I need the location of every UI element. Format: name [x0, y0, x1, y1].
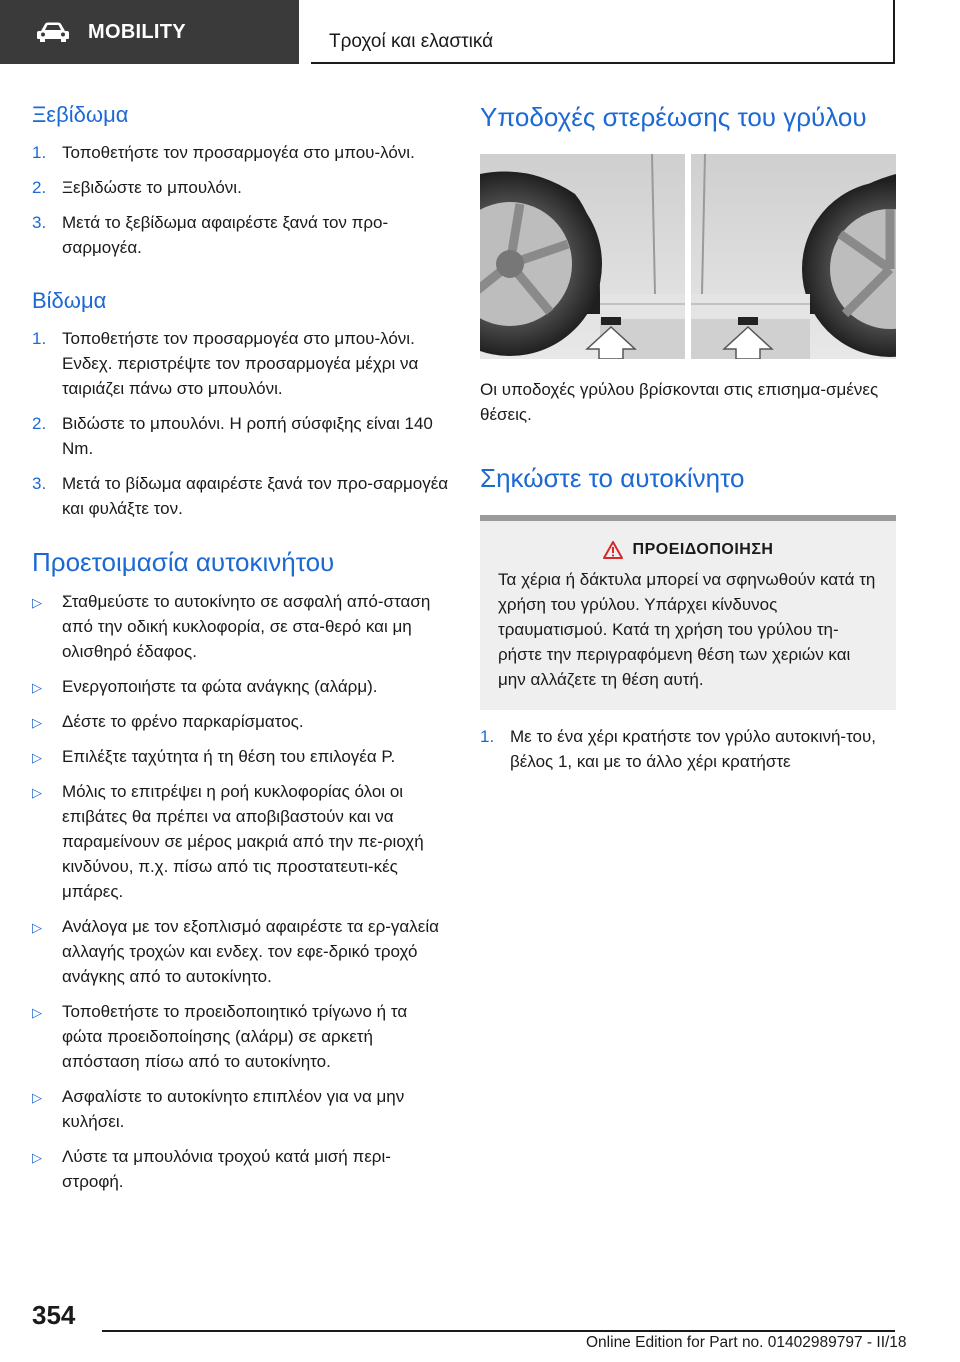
jack-points-photo — [480, 154, 896, 359]
car-sill-illustration — [480, 154, 896, 359]
list-item — [32, 779, 452, 904]
right-column — [480, 100, 896, 774]
footer-edition: Online Edition for Part no. 01402989797 - II/18 — [586, 1334, 907, 1351]
warning-header — [498, 541, 878, 559]
item-text: Δέστε το φρένο παρκαρίσματος. — [62, 712, 304, 731]
lift-vehicle-heading: Σηκώστε το αυτοκίνητο — [480, 463, 745, 493]
step-text: Τοποθετήστε τον προσαρμογέα στο μπου-λόνι. — [62, 143, 415, 162]
step-text: Μετά το βίδωμα αφαιρέστε ξανά τον προ-σαρμογέα και φυλάξτε τον. — [62, 474, 449, 518]
header-section-label: MOBILITY — [88, 20, 186, 43]
list-item — [32, 709, 452, 734]
list-item — [480, 724, 896, 774]
step-text: Μετά το ξεβίδωμα αφαιρέστε ξανά τον προ-σαρμογέα. — [62, 213, 389, 257]
list-item — [32, 744, 452, 769]
triangle-bullet-icon: ▷ — [32, 1005, 42, 1020]
page-number: 354 — [32, 1300, 76, 1330]
list-item — [32, 210, 452, 260]
item-text: Λύστε τα μπουλόνια τροχού κατά μισή περι-στροφή. — [62, 1147, 391, 1191]
item-text: Ανάλογα με τον εξοπλισμό αφαιρέστε τα ερ-γαλεία αλλαγής τροχών και ενδεχ. τον εφε-δρικό τροχό ανάγκης από το αυτοκίνητο. — [62, 917, 439, 986]
list-item — [32, 914, 452, 989]
list-item — [32, 175, 452, 200]
item-text: Ασφαλίστε το αυτοκίνητο επιπλέον για να μην κυλήσει. — [62, 1087, 405, 1131]
left-column — [32, 100, 452, 1194]
header-section-tab — [0, 0, 299, 64]
step-number: 3. — [32, 213, 47, 232]
unscrew-heading: Ξεβίδωμα — [32, 102, 129, 127]
lift-steps — [480, 724, 896, 774]
jack-points-caption: Οι υποδοχές γρύλου βρίσκονται στις επισημα-σμένες θέσεις. — [480, 380, 879, 424]
list-item — [32, 471, 452, 521]
item-text: Σταθμεύστε το αυτοκίνητο σε ασφαλή από-σταση από την οδική κυκλοφορία, σε στα-θερό και μη ολισθηρό έδαφος. — [62, 592, 431, 661]
warning-text: Τα χέρια ή δάκτυλα μπορεί να σφηνωθούν κατά τη χρήση του γρύλου. Υπάρχει κίνδυνος τραυματισμού. Κατά τη χρήση του γρύλου τη-ρήστε την περιγραφόμενη θέση των χεριών και μην αλλάζετε τη θέση αυτή. — [498, 570, 876, 689]
step-text: Βιδώστε το μπουλόνι. Η ροπή σύσφιξης είναι 140 Nm. — [62, 414, 433, 458]
list-item — [32, 1144, 452, 1194]
list-item — [32, 140, 452, 165]
jack-points-heading: Υποδοχές στερέωσης του γρύλου — [480, 102, 867, 132]
vehicle-prep-list — [32, 589, 452, 1194]
list-item — [32, 326, 452, 401]
warning-box — [480, 515, 896, 710]
triangle-bullet-icon: ▷ — [32, 750, 42, 765]
screw-steps — [32, 326, 452, 521]
step-number: 3. — [32, 474, 47, 493]
triangle-bullet-icon: ▷ — [32, 595, 42, 610]
step-text: Ξεβιδώστε το μπουλόνι. — [62, 178, 242, 197]
step-text: Με το ένα χέρι κρατήστε τον γρύλο αυτοκινή-του, βέλος 1, και με το άλλο χέρι κρατήστε — [510, 727, 877, 771]
item-text: Τοποθετήστε το προειδοποιητικό τρίγωνο ή τα φώτα προειδοποίησης (αλάρμ) σε αρκετή απόσταση πίσω από το αυτοκίνητο. — [62, 1002, 408, 1071]
step-number: 2. — [32, 414, 47, 433]
list-item — [32, 411, 452, 461]
header-chapter-box — [311, 0, 895, 64]
warning-title: ΠΡΟΕΙΔΟΠΟΙΗΣΗ — [632, 541, 774, 558]
step-number: 1. — [480, 727, 495, 746]
item-text: Επιλέξτε ταχύτητα ή τη θέση του επιλογέα P. — [62, 747, 396, 766]
triangle-bullet-icon: ▷ — [32, 1150, 42, 1165]
triangle-bullet-icon: ▷ — [32, 1090, 42, 1105]
vehicle-prep-heading: Προετοιμασία αυτοκινήτου — [32, 547, 335, 577]
list-item — [32, 589, 452, 664]
triangle-bullet-icon: ▷ — [32, 785, 42, 800]
triangle-bullet-icon: ▷ — [32, 680, 42, 695]
triangle-bullet-icon: ▷ — [32, 920, 42, 935]
car-icon — [36, 21, 70, 43]
warning-triangle-icon — [603, 541, 623, 559]
triangle-bullet-icon: ▷ — [32, 715, 42, 730]
footer-rule — [102, 1330, 895, 1332]
screw-heading: Βίδωμα — [32, 288, 107, 313]
list-item — [32, 674, 452, 699]
step-number: 1. — [32, 143, 47, 162]
list-item — [32, 999, 452, 1074]
unscrew-steps — [32, 140, 452, 260]
step-number: 2. — [32, 178, 47, 197]
list-item — [32, 1084, 452, 1134]
item-text: Ενεργοποιήστε τα φώτα ανάγκης (αλάρμ). — [62, 677, 378, 696]
step-text: Τοποθετήστε τον προσαρμογέα στο μπου-λόνι. Ενδεχ. περιστρέψτε τον προσαρμογέα μέχρι να ταιριάζει πάνω στο μπουλόνι. — [62, 329, 419, 398]
chapter-title: Τροχοί και ελαστικά — [329, 31, 494, 52]
step-number: 1. — [32, 329, 47, 348]
item-text: Μόλις το επιτρέψει η ροή κυκλοφορίας όλοι οι επιβάτες θα πρέπει να αποβιβαστούν και να παραμείνουν σε μέρος μακριά από την πε-ριοχή κινδύνου, π.χ. πίσω από τις προστατευτι-κές μπάρες. — [62, 782, 424, 901]
